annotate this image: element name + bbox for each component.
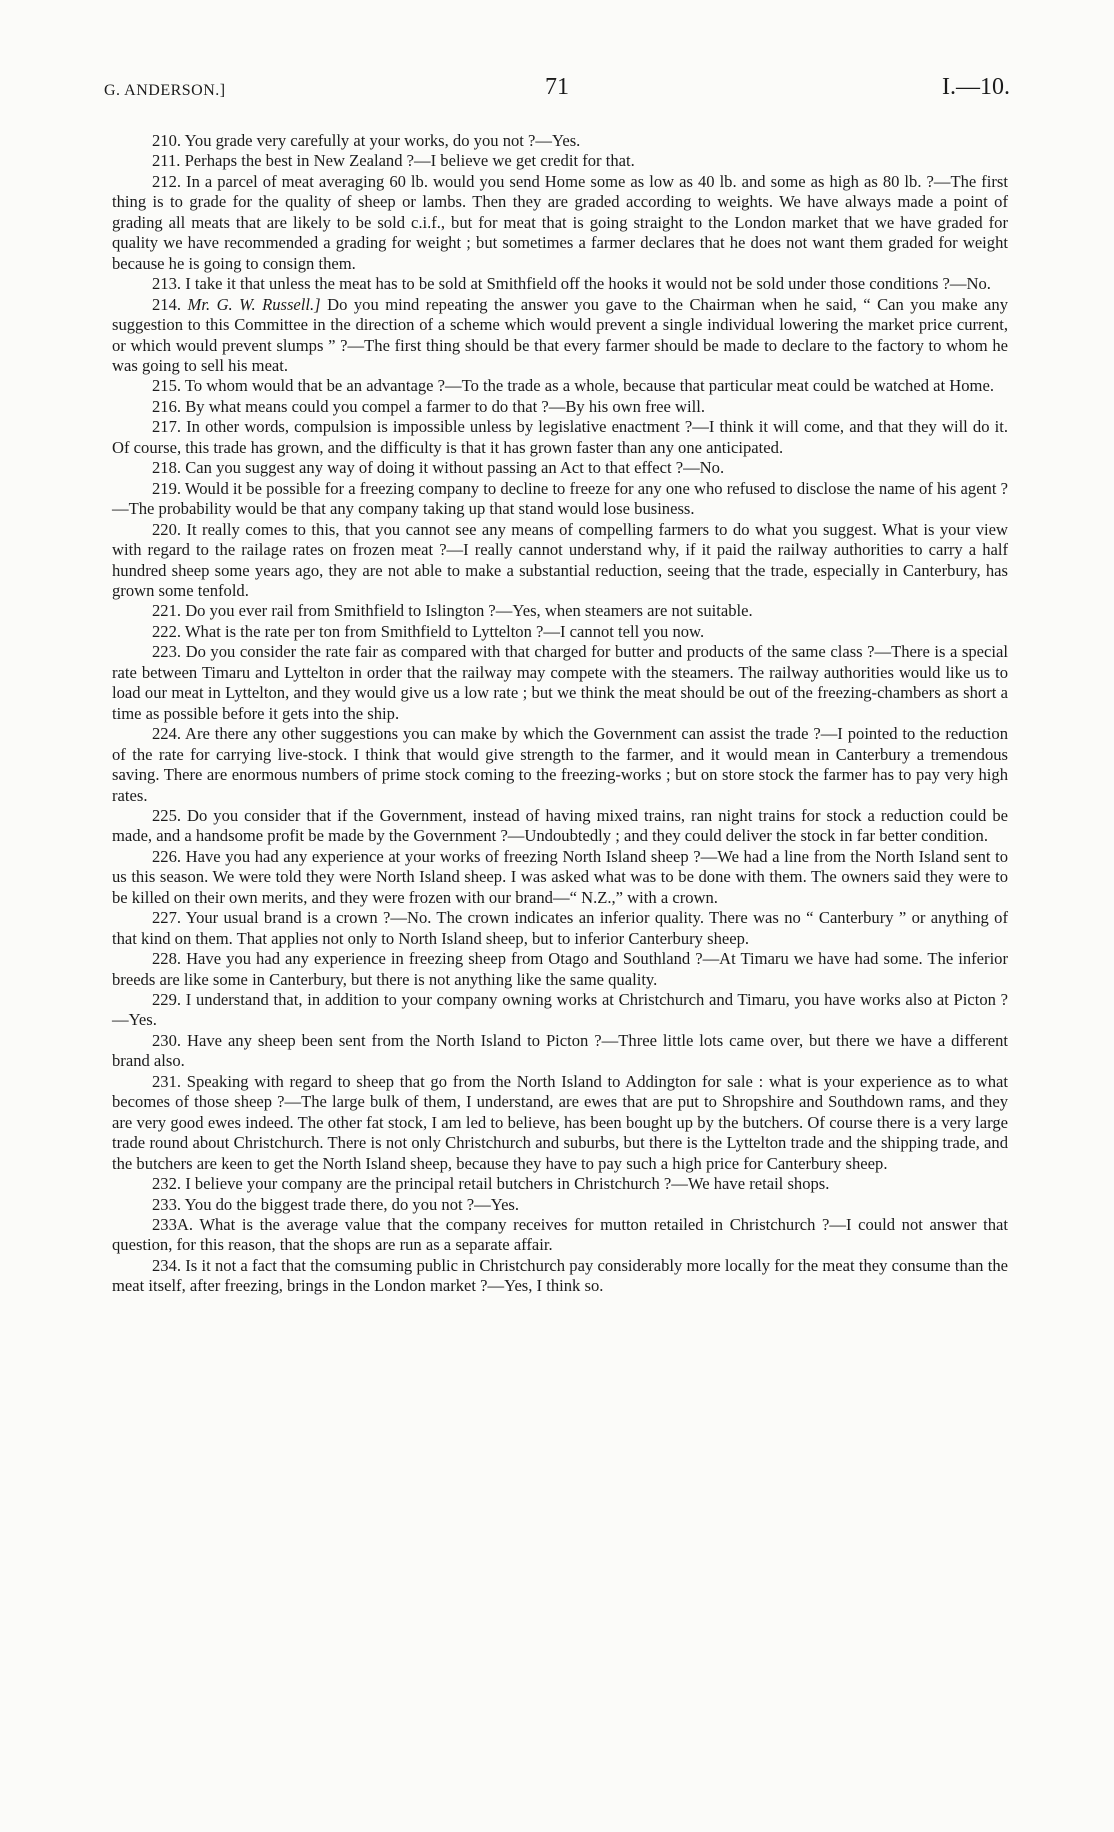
paragraph-229: 229. I understand that, in addition to your company owning works at Christchurch and Timaru, you have works also at Picton ?—Yes. [112, 990, 1008, 1030]
page-body [112, 131, 1008, 1297]
paragraph-233: 233. You do the biggest trade there, do you not ?—Yes. [152, 1194, 520, 1214]
paragraph-227: 227. Your usual brand is a crown ?—No. The crown indicates an inferior quality. There was no “ Canterbury ” or anything of that kind on them. That applies not only to North Island sheep, but to inferior Canterbury sheep. [112, 908, 1008, 948]
paragraph-225: 225. Do you consider that if the Government, instead of having mixed trains, ran night trains for stock a reduction could be made, and a handsome profit be made by the Government ?—Undoubtedly ; and they could deliver the stock in far better condition. [112, 805, 1008, 846]
paragraph-234: 234. Is it not a fact that the comsuming public in Christchurch pay considerably more locally for the meat they consume than the meat itself, after freezing, brings in the London market ?—Yes, I think so. [112, 1255, 1008, 1296]
paragraph-210: 210. You grade very carefully at your works, do you not ?—Yes. [152, 131, 581, 150]
paragraph-215: 215. To whom would that be an advantage ?—To the trade as a whole, because that particular meat could be watched at Home. [152, 376, 994, 396]
page-header [104, 74, 1010, 114]
paragraph-224: 224. Are there any other suggestions you can make by which the Government can assist the trade ?—I pointed to the reduction of the rate for carrying live-stock. I think that would give strength to the farmer, and it would mean in Canterbury a tremendous saving. There are enormous numbers of prime stock coming to the freezing-works ; but on store stock the farmer has to pay very high rates. [112, 724, 1008, 805]
paragraph-226: 226. Have you had any experience at your works of freezing North Island sheep ?—We had a line from the North Island sent to us this season. We were told they were North Island sheep. I was asked what was to be done with them. The owners said they were to be killed on their own merits, and they were frozen with our brand—“ N.Z.,” with a crown. [112, 846, 1008, 907]
paragraph-223: 223. Do you consider the rate fair as compared with that charged for butter and products of the same class ?—There is a special rate between Timaru and Lyttelton in order that the railway may compete with the steamers. The railway authorities would like us to load our meat in Lyttelton, and they would give us a low rate ; but we think the meat should be out of the freezing-chambers as short a time as possible before it gets into the ship. [112, 642, 1008, 723]
speaker-name: Mr. G. W. Russell.] [187, 294, 321, 314]
paragraph-233a: 233A. What is the average value that the company receives for mutton retailed in Christchurch ?—I could not answer that question, for this reason, that the shops are run as a separate affair. [112, 1215, 1008, 1255]
paper-reference: I.—10. [942, 74, 1010, 100]
page-number: 71 [545, 74, 569, 100]
paragraph-213: 213. I take it that unless the meat has to be sold at Smithfield off the hooks it would not be sold under those conditions ?—No. [152, 274, 991, 294]
paragraph-230: 230. Have any sheep been sent from the North Island to Picton ?—Three little lots came over, but there we have a different brand also. [112, 1030, 1008, 1071]
paragraph-221: 221. Do you ever rail from Smithfield to Islington ?—Yes, when steamers are not suitable. [152, 601, 753, 621]
paragraph-232: 232. I believe your company are the principal retail butchers in Christchurch ?—We have retail shops. [152, 1174, 830, 1194]
paragraph-217: 217. In other words, compulsion is impossible unless by legislative enactment ?—I think it will come, and that they will do it. Of course, this trade has grown, and the difficulty is that it has grown faster than any one anticipated. [112, 417, 1008, 457]
paragraph-222: 222. What is the rate per ton from Smithfield to Lyttelton ?—I cannot tell you now. [152, 621, 705, 641]
paragraph-220: 220. It really comes to this, that you cannot see any means of compelling farmers to do what you suggest. What is your view with regard to the railage rates on frozen meat ?—I really cannot understand why, if it paid the railway authorities to carry a half hundred sheep some years ago, they are not able to make a substantial reduction, seeing that the trade, especially in Canterbury, has grown some tenfold. [112, 519, 1008, 600]
paragraph-228: 228. Have you had any experience in freezing sheep from Otago and Southland ?—At Timaru we have had some. The inferior breeds are like some in Canterbury, but there is not anything like the same quality. [112, 949, 1008, 989]
paragraph-214: 214. Mr. G. W. Russell.] Do you mind repeating the answer you gave to the Chairman when he said, “ Can you make any suggestion to this Committee in the direction of a scheme which would prevent a single individual lowering the market price current, or which would prevent slumps ” ?—The first thing should be that every farmer should be made to declare to the factory to whom he was going to sell his meat. [112, 294, 1009, 375]
paragraph-231: 231. Speaking with regard to sheep that go from the North Island to Addington for sale : what is your experience as to what becomes of those sheep ?—The large bulk of them, I understand, are ewes that are put to Shropshire and Southdown rams, and they are very good ewes indeed. The other fat stock, I am led to believe, has been bought up by the butchers. Of course there is a very large trade round about Christchurch. There is not only Christchurch and suburbs, but there is the Lyttelton trade and the shipping trade, and the butchers are keen to get the North Island sheep, because they have to pay such a high price for Canterbury sheep. [112, 1071, 1008, 1173]
paragraph-212: 212. In a parcel of meat averaging 60 lb. would you send Home some as low as 40 lb. and some as high as 80 lb. ?—The first thing is to grade for the quality of sheep or lambs. Then they are graded according to weights. We have always made a point of grading all meats that are likely to be sold c.i.f., but for meat that is going straight to the London market that we have graded for quality we have recommended a grading for weight ; but sometimes a farmer declares that he does not want them graded for weight because he is going to consign them. [112, 171, 1008, 273]
witness-name: G. ANDERSON.] [104, 82, 226, 99]
paragraph-219: 219. Would it be possible for a freezing company to decline to freeze for any one who refused to disclose the name of his agent ?—The probability would be that any company taking up that stand would lose business. [112, 478, 1008, 519]
paragraph-216: 216. By what means could you compel a farmer to do that ?—By his own free will. [152, 396, 705, 416]
paragraph-218: 218. Can you suggest any way of doing it without passing an Act to that effect ?—No. [152, 458, 725, 478]
paragraph-211: 211. Perhaps the best in New Zealand ?—I believe we get credit for that. [152, 151, 635, 171]
